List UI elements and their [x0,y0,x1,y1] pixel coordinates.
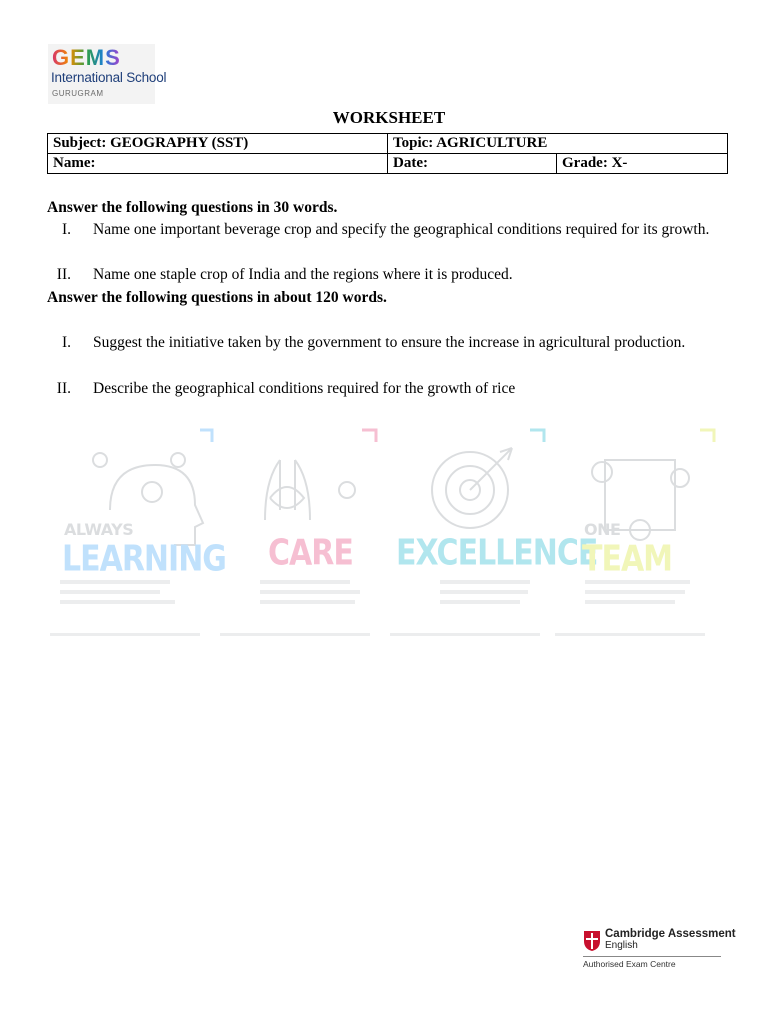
question-item [47,378,717,400]
question-text: Name one staple crop of India and the regions where it is produced. [93,266,513,283]
divider [583,956,721,957]
grade-cell: Grade: X- [557,154,728,174]
cambridge-sub: English [605,940,638,951]
subject-cell: Subject: GEOGRAPHY (SST) [48,134,388,154]
question-item [47,332,717,354]
info-table [47,133,728,174]
school-logo [48,44,167,104]
cambridge-shield-icon [583,930,601,952]
cambridge-caption: Authorised Exam Centre [583,959,676,969]
question-item [47,264,717,286]
section1-heading: Answer the following questions in 30 words. [47,199,338,216]
name-cell: Name: [48,154,388,174]
question-text: Describe the geographical conditions required for the growth of rice [93,380,516,397]
poster-always-label: ALWAYS [64,520,134,539]
posters-graphic [40,420,730,645]
hands-heart-icon [265,460,310,520]
poster-care-word: CARE [268,532,353,574]
poster-excellence-word: EXCELLENCE [396,532,598,574]
question-number: II. [56,380,71,397]
page-title: WORKSHEET [332,108,446,127]
question-number: I. [61,221,71,238]
values-watermark [40,420,730,645]
topic-cell: Topic: AGRICULTURE [388,134,728,154]
section2-heading: Answer the following questions in about 120 words. [47,289,387,306]
cambridge-logo [583,928,736,972]
poster-team-word: TEAM [582,538,673,580]
cambridge-name: Cambridge Assessment [605,928,736,940]
question-item [47,219,717,241]
question-number: II. [56,266,71,283]
poster-one-label: ONE [584,520,621,539]
logo-school-name: International School [51,70,167,85]
logo-city: GURUGRAM [52,89,104,98]
question-number: I. [61,334,71,351]
question-text: Suggest the initiative taken by the government to ensure the increase in agricultural production. [93,334,686,351]
poster-learning-word: LEARNING [62,538,226,580]
date-cell: Date: [388,154,557,174]
logo-brand: GEMS [52,45,121,70]
question-text: Name one important beverage crop and specify the geographical conditions required for its growth. [93,221,710,238]
